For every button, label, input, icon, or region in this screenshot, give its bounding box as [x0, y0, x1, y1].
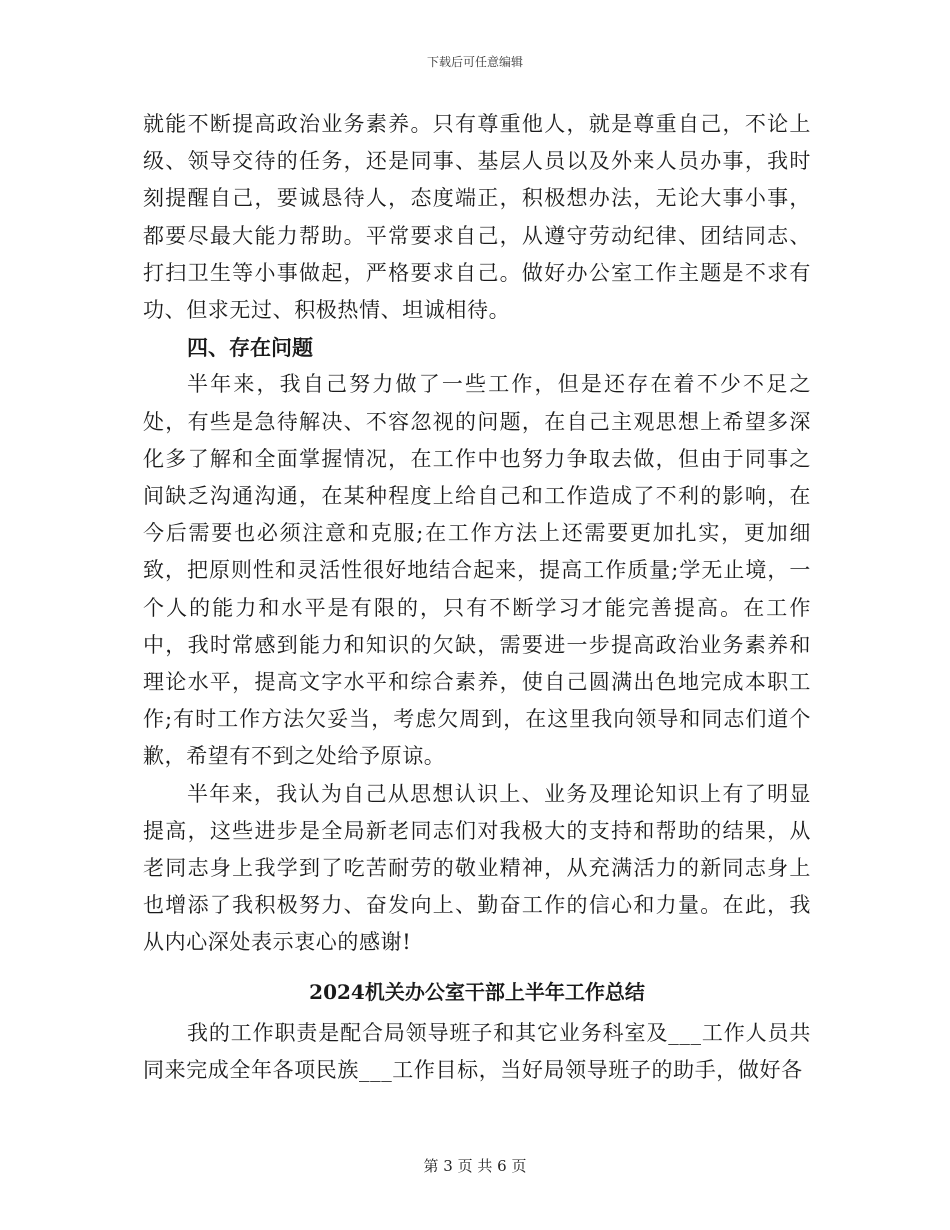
paragraph-thanks: 半年来，我认为自己从思想认识上、业务及理论知识上有了明显提高，这些进步是全局新老同志们对我极大的支持和帮助的结果，从老同志身上我学到了吃苦耐劳的敬业精神，从充满活力的新同志身上也增添了我积极努力、奋发向上、勤奋工作的信心和力量。在此，我从内心深处表示衷心的感谢!	[143, 781, 811, 955]
page-header: 下载后可任意编辑	[426, 55, 523, 69]
document-title: 2024机关办公室干部上半年工作总结	[309, 979, 645, 1004]
paragraph-problems: 半年来，我自己努力做了一些工作，但是还存在着不少不足之处，有些是急待解决、不容忽视的问题，在自己主观思想上希望多深化多了解和全面掌握情况，在工作中也努力争取去做，但由于同事之间缺乏沟通沟通，在某种程度上给自己和工作造成了不利的影响，在今后需要也必须注意和克服;在工作方法上还需要更加扎实，更加细致，把原则性和灵活性很好地结合起来，提高工作质量;学无止境，一个人的能力和水平是有限的，只有不断学习才能完善提高。在工作中，我时常感到能力和知识的欠缺，需要进一步提高政治业务素养和理论水平，提高文字水平和综合素养，使自己圆满出色地完成本职工作;有时工作方法欠妥当，考虑欠周到，在这里我向领导和同志们道个歉，希望有不到之处给予原谅。	[143, 372, 811, 769]
paragraph-duties: 我的工作职责是配合局领导班子和其它业务科室及___工作人员共同来完成全年各项民族___工作目标，当好局领导班子的助手，做好各	[143, 1020, 811, 1083]
section-heading-problems: 四、存在问题	[187, 335, 313, 361]
paragraph-continuation: 就能不断提高政治业务素养。只有尊重他人，就是尊重自己，不论上级、领导交待的任务，还是同事、基层人员以及外来人员办事，我时刻提醒自己，要诚恳待人，态度端正，积极想办法，无论大事小事，都要尽最大能力帮助。平常要求自己，从遵守劳动纪律、团结同志、打扫卫生等小事做起，严格要求自己。做好办公室工作主题是不求有功、但求无过、积极热情、坦诚相待。	[143, 112, 811, 323]
document-body	[143, 106, 811, 1089]
page-footer: 第 3 页 共 6 页	[423, 1157, 527, 1175]
